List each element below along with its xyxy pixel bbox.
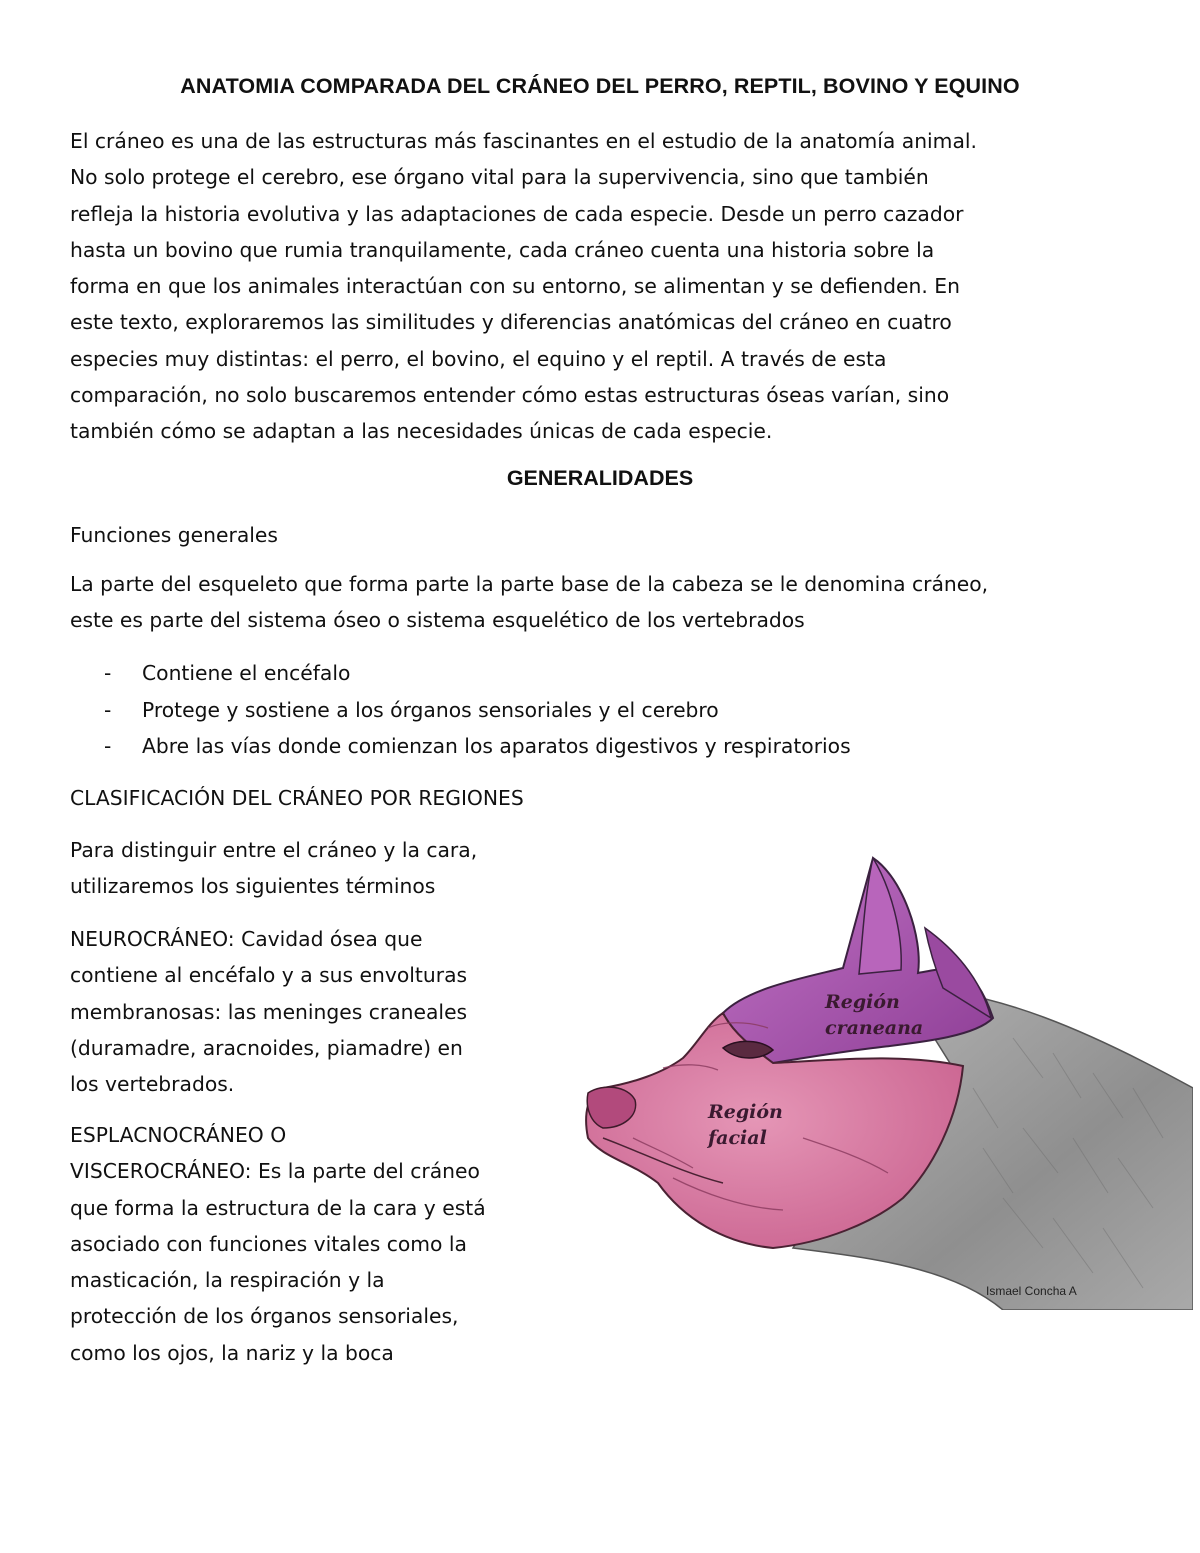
intro-line: comparación, no solo buscaremos entender cómo estas estructuras óseas varían, sino (70, 383, 950, 408)
esplac-line: como los ojos, la nariz y la boca (70, 1340, 394, 1365)
subtitle-funciones: Funciones generales (70, 523, 278, 547)
label-cranial-line2: craneana (825, 1017, 924, 1039)
intro-line: este texto, exploraremos las similitudes y diferencias anatómicas del cráneo en cuatro (70, 310, 952, 335)
intro-line: especies muy distintas: el perro, el bovino, el equino y el reptil. A través de esta (70, 346, 887, 371)
classification-heading: CLASIFICACIÓN DEL CRÁNEO POR REGIONES (70, 786, 524, 810)
neuro-line: contiene al encéfalo y a sus envolturas (70, 963, 468, 988)
list-dash: - (104, 661, 112, 685)
skeleton-line: La parte del esqueleto que forma parte la parte base de la cabeza se le denomina cráneo, (70, 572, 989, 596)
neuro-line: los vertebrados. (70, 1072, 235, 1097)
neuro-line: (duramadre, aracnoides, piamadre) en (70, 1035, 463, 1060)
list-item-text: Contiene el encéfalo (142, 661, 351, 685)
intro-line: también cómo se adaptan a las necesidades únicas de cada especie. (70, 419, 773, 444)
intro-line: No solo protege el cerebro, ese órgano vital para la supervivencia, sino que también (70, 165, 929, 190)
list-dash: - (104, 697, 112, 722)
label-facial-line1: Región (708, 1101, 783, 1123)
intro-line: hasta un bovino que rumia tranquilamente, cada cráneo cuenta una historia sobre la (70, 237, 935, 262)
distinguish-line: utilizaremos los siguientes términos (70, 874, 436, 899)
skeleton-line: este es parte del sistema óseo o sistema esquelético de los vertebrados (70, 608, 805, 632)
section-heading-generalidades: GENERALIDADES (506, 466, 694, 490)
esplac-line: asociado con funciones vitales como la (70, 1231, 467, 1256)
list-item-text: Protege y sostiene a los órganos sensoriales y el cerebro (142, 697, 719, 722)
list-item-text: Abre las vías donde comienzan los aparatos digestivos y respiratorios (142, 734, 851, 758)
esplac-line: masticación, la respiración y la (70, 1268, 385, 1293)
intro-paragraph (70, 123, 1135, 450)
label-facial-line2: facial (708, 1127, 767, 1149)
list-item (70, 692, 851, 729)
dog-head-regions-figure (573, 838, 1193, 1310)
label-cranial-line1: Región (825, 991, 900, 1013)
esplac-line: VISCEROCRÁNEO: Es la parte del cráneo (70, 1159, 480, 1184)
list-item (70, 728, 851, 765)
esplac-line: protección de los órganos sensoriales, (70, 1304, 459, 1329)
neuro-line: NEUROCRÁNEO: Cavidad ósea que (70, 927, 423, 951)
left-ear (859, 858, 901, 974)
dog-head-illustration (573, 838, 1193, 1310)
esplac-line: que forma la estructura de la cara y está (70, 1195, 486, 1220)
illustration-credit: Ismael Concha A (986, 1284, 1077, 1298)
intro-line: refleja la historia evolutiva y las adaptaciones de cada especie. Desde un perro cazador (70, 201, 964, 226)
neuro-line: membranosas: las meninges craneales (70, 999, 468, 1024)
esplac-line: ESPLACNOCRÁNEO O (70, 1123, 287, 1147)
list-dash: - (104, 734, 112, 758)
intro-line: forma en que los animales interactúan con su entorno, se alimentan y se defienden. En (70, 274, 960, 299)
distinguish-line: Para distinguir entre el cráneo y la cara, (70, 838, 478, 862)
list-item (70, 655, 851, 692)
document-title: ANATOMIA COMPARADA DEL CRÁNEO DEL PERRO, REPTIL, BOVINO Y EQUINO (180, 74, 1020, 98)
neurocraneo-paragraph (70, 921, 560, 1102)
distinguish-paragraph (70, 832, 560, 905)
functions-list (70, 655, 851, 765)
intro-line: El cráneo es una de las estructuras más fascinantes en el estudio de la anatomía animal. (70, 129, 977, 153)
skeleton-paragraph (70, 566, 1135, 638)
esplacnocraneo-paragraph (70, 1117, 560, 1371)
